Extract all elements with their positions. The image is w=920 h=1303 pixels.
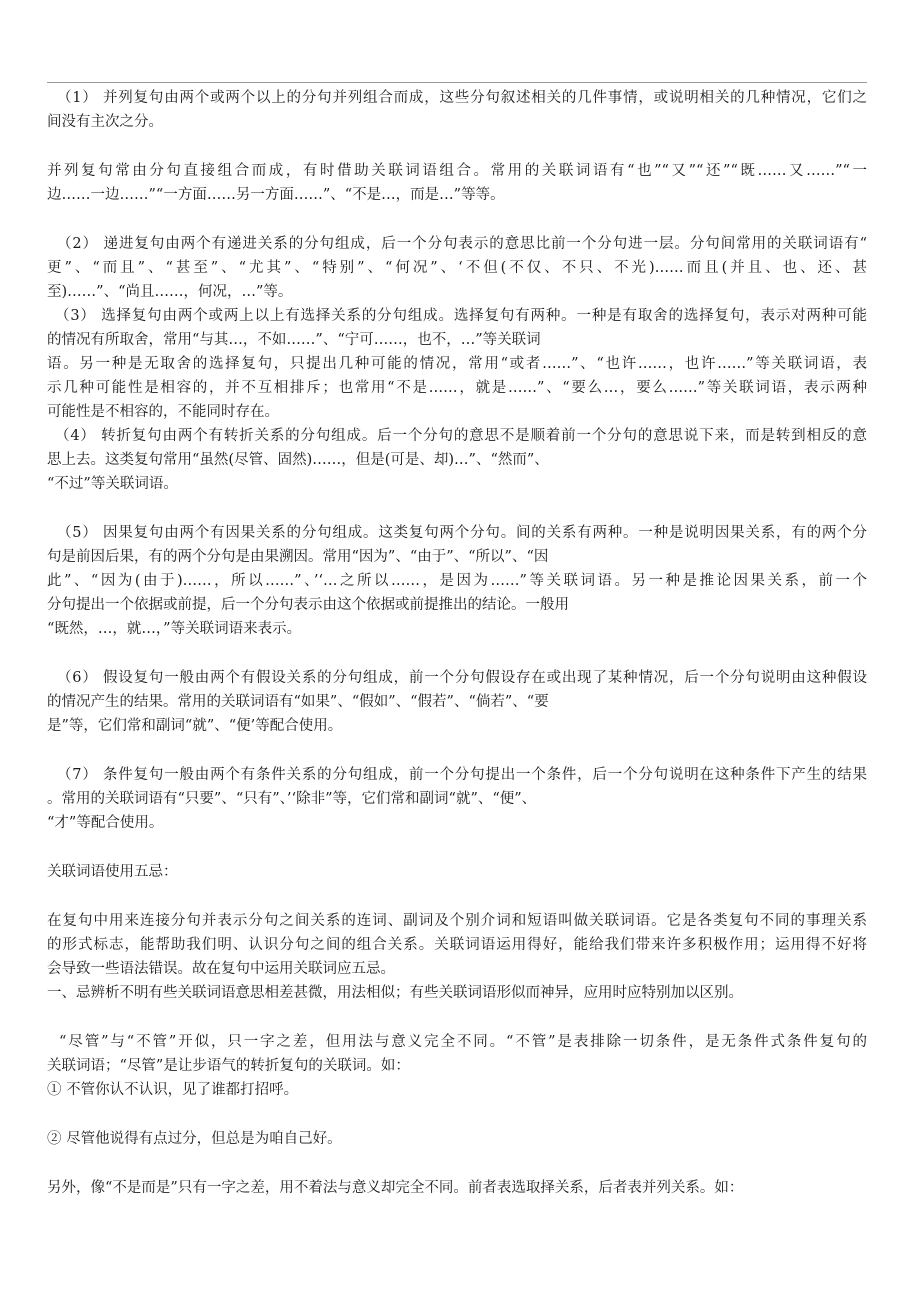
para-example-2 bbox=[47, 1127, 867, 1151]
para-progressive bbox=[47, 232, 867, 304]
heading-five-taboos bbox=[47, 860, 867, 884]
para-jinguan-buguan bbox=[47, 1030, 867, 1102]
text-line: 另外，像“不是而是”只有一字之差，用不着法与意义却完全不同。前者表选取择关系，后者表并列关系。如： bbox=[47, 1180, 744, 1196]
text-line: 可能性是不相容的，不能同时存在。 bbox=[47, 404, 279, 420]
example-line: ① 不管你认不认识，见了谁都打招呼。 bbox=[47, 1082, 299, 1098]
para-parallel bbox=[47, 86, 867, 134]
text-line: （4） 转折复句由两个有转折关系的分句组成。后一个分句的意思不是顺着前一个分句的意思说下来，而是转到相反的意 bbox=[55, 428, 867, 444]
text-line: 分句提出一个依据或前提，后一个分句表示由这个依据或前提推出的结论。一般用 bbox=[47, 597, 569, 613]
text-line: 此”、“因为(由于)……，所以……”、’‘…之所以……，是因为……”等关联词语。另一种是推论因果关系，前一个 bbox=[47, 573, 867, 589]
text-line: 句是前因后果，有的两个分句是由果溯因。常用“因为”、“由于”、“所以”、“因 bbox=[47, 549, 549, 565]
text-line: 的情况产生的结果。常用的关联词语有“如果”、“假如”、“假若”、“倘若”、“要 bbox=[47, 694, 549, 710]
text-line: （1） 并列复句由两个或两个以上的分句并列组合而成，这些分句叙述相关的几件事情，或说明相关的几种情况，它们之 bbox=[57, 90, 867, 106]
top-divider bbox=[47, 82, 867, 83]
text-line: 的情况有所取舍，常用“与其…，不如……”、“宁可……，也不，…”等关联词 bbox=[47, 332, 541, 348]
text-line: 会导致一些语法错误。故在复句中运用关联词应五忌。 bbox=[47, 961, 395, 977]
text-line: 思上去。这类复句常用“虽然(尽管、固然)……，但是(可是、却)…”、“然而”、 bbox=[47, 452, 549, 468]
text-line: （3） 选择复句由两个或两上以上有选择关系的分句组成。选择复句有两种。一种是有取舍的选择复句，表示对两种可能 bbox=[55, 308, 867, 324]
para-causal bbox=[47, 521, 867, 641]
text-line: （5） 因果复句由两个有因果关系的分句组成。这类复句两个分句。间的关系有两种。一种是说明因果关系，有的两个分 bbox=[57, 525, 867, 541]
text-line: 至)……”、“尚且……，何况，…”等。 bbox=[47, 284, 293, 300]
text-line: “不过”等关联词语。 bbox=[47, 476, 178, 492]
section-heading: 关联词语使用五忌： bbox=[47, 864, 178, 880]
text-line: “才”等配合使用。 bbox=[47, 815, 164, 831]
para-alternative bbox=[47, 304, 867, 424]
para-adversative bbox=[47, 424, 867, 496]
text-line: 示几种可能性是相容的，并不互相排斥；也常用“不是……，就是……”、“要么…，要么……”等关联词语，表示两种 bbox=[47, 380, 867, 396]
example-line: ② 尽管他说得有点过分，但总是为咱自己好。 bbox=[47, 1131, 342, 1147]
para-parallel-connectives bbox=[47, 159, 867, 207]
text-line: （7） 条件复句一般由两个有条件关系的分句组成，前一个分句提出一个条件，后一个分句说明在这种条件下产生的结果 bbox=[57, 767, 867, 783]
text-line: 是”等，它们常和副词“就”、“便’等配合使用。 bbox=[47, 718, 343, 734]
text-line: （2） 递进复句由两个有递进关系的分句组成，后一个分句表示的意思比前一个分句进一层。分句间常用的关联词语有“ bbox=[57, 236, 867, 252]
text-line: 关联词语；“尽管”是让步语气的转折复句的关联词。如： bbox=[47, 1058, 410, 1074]
text-line: 边……一边……”“一方面……另一方面……”、“不是…，而是…”等等。 bbox=[47, 187, 505, 203]
para-conditional bbox=[47, 763, 867, 835]
text-line: 。常用的关联词语有“只要”、“只有”、’‘除非”等，它们常和副词“就”、“便”、 bbox=[47, 791, 537, 807]
text-line: “尽管”与“不管”开似，只一字之差，但用法与意义完全不同。“不管”是表排除一切条件，是无条件式条件复句的 bbox=[59, 1034, 867, 1050]
text-line: 间没有主次之分。 bbox=[47, 114, 163, 130]
text-line: 更”、“而且”、“甚至”、“尤其”、“特别”、“何况”、‘不但(不仅、不只、不光)……而且(并且、也、还、甚 bbox=[47, 260, 867, 276]
text-line: 一、忌辨析不明有些关联词语意思相差甚微，用法相似；有些关联词语形似而神异，应用时应特别加以区别。 bbox=[47, 985, 743, 1001]
text-line: （6） 假设复句一般由两个有假设关系的分句组成，前一个分句假设存在或出现了某种情况，后一个分句说明由这种假设 bbox=[57, 670, 867, 686]
text-line: 的形式标志，能帮助我们明、认识分句之间的组合关系。关联词语运用得好，能给我们带来许多积极作用；运用得不好将 bbox=[47, 937, 867, 953]
text-line: 语。另一种是无取舍的选择复句，只提出几种可能的情况，常用“或者……”、“也许……，也许……”等关联词语，表 bbox=[47, 356, 867, 372]
text-line: “既然，…，就…，”等关联词语来表示。 bbox=[47, 621, 302, 637]
text-line: 在复句中用来连接分句并表示分句之间关系的连词、副词及个别介词和短语叫做关联词语。它是各类复句不同的事理关系 bbox=[47, 913, 867, 929]
document-body bbox=[47, 86, 867, 1200]
para-definition bbox=[47, 909, 867, 1005]
text-line: 并列复句常由分句直接组合而成，有时借助关联词语组合。常用的关联词语有“也”“又”“还”“既……又……”“一 bbox=[47, 163, 867, 179]
para-hypothetical bbox=[47, 666, 867, 738]
para-bushi-ershi bbox=[47, 1176, 867, 1200]
